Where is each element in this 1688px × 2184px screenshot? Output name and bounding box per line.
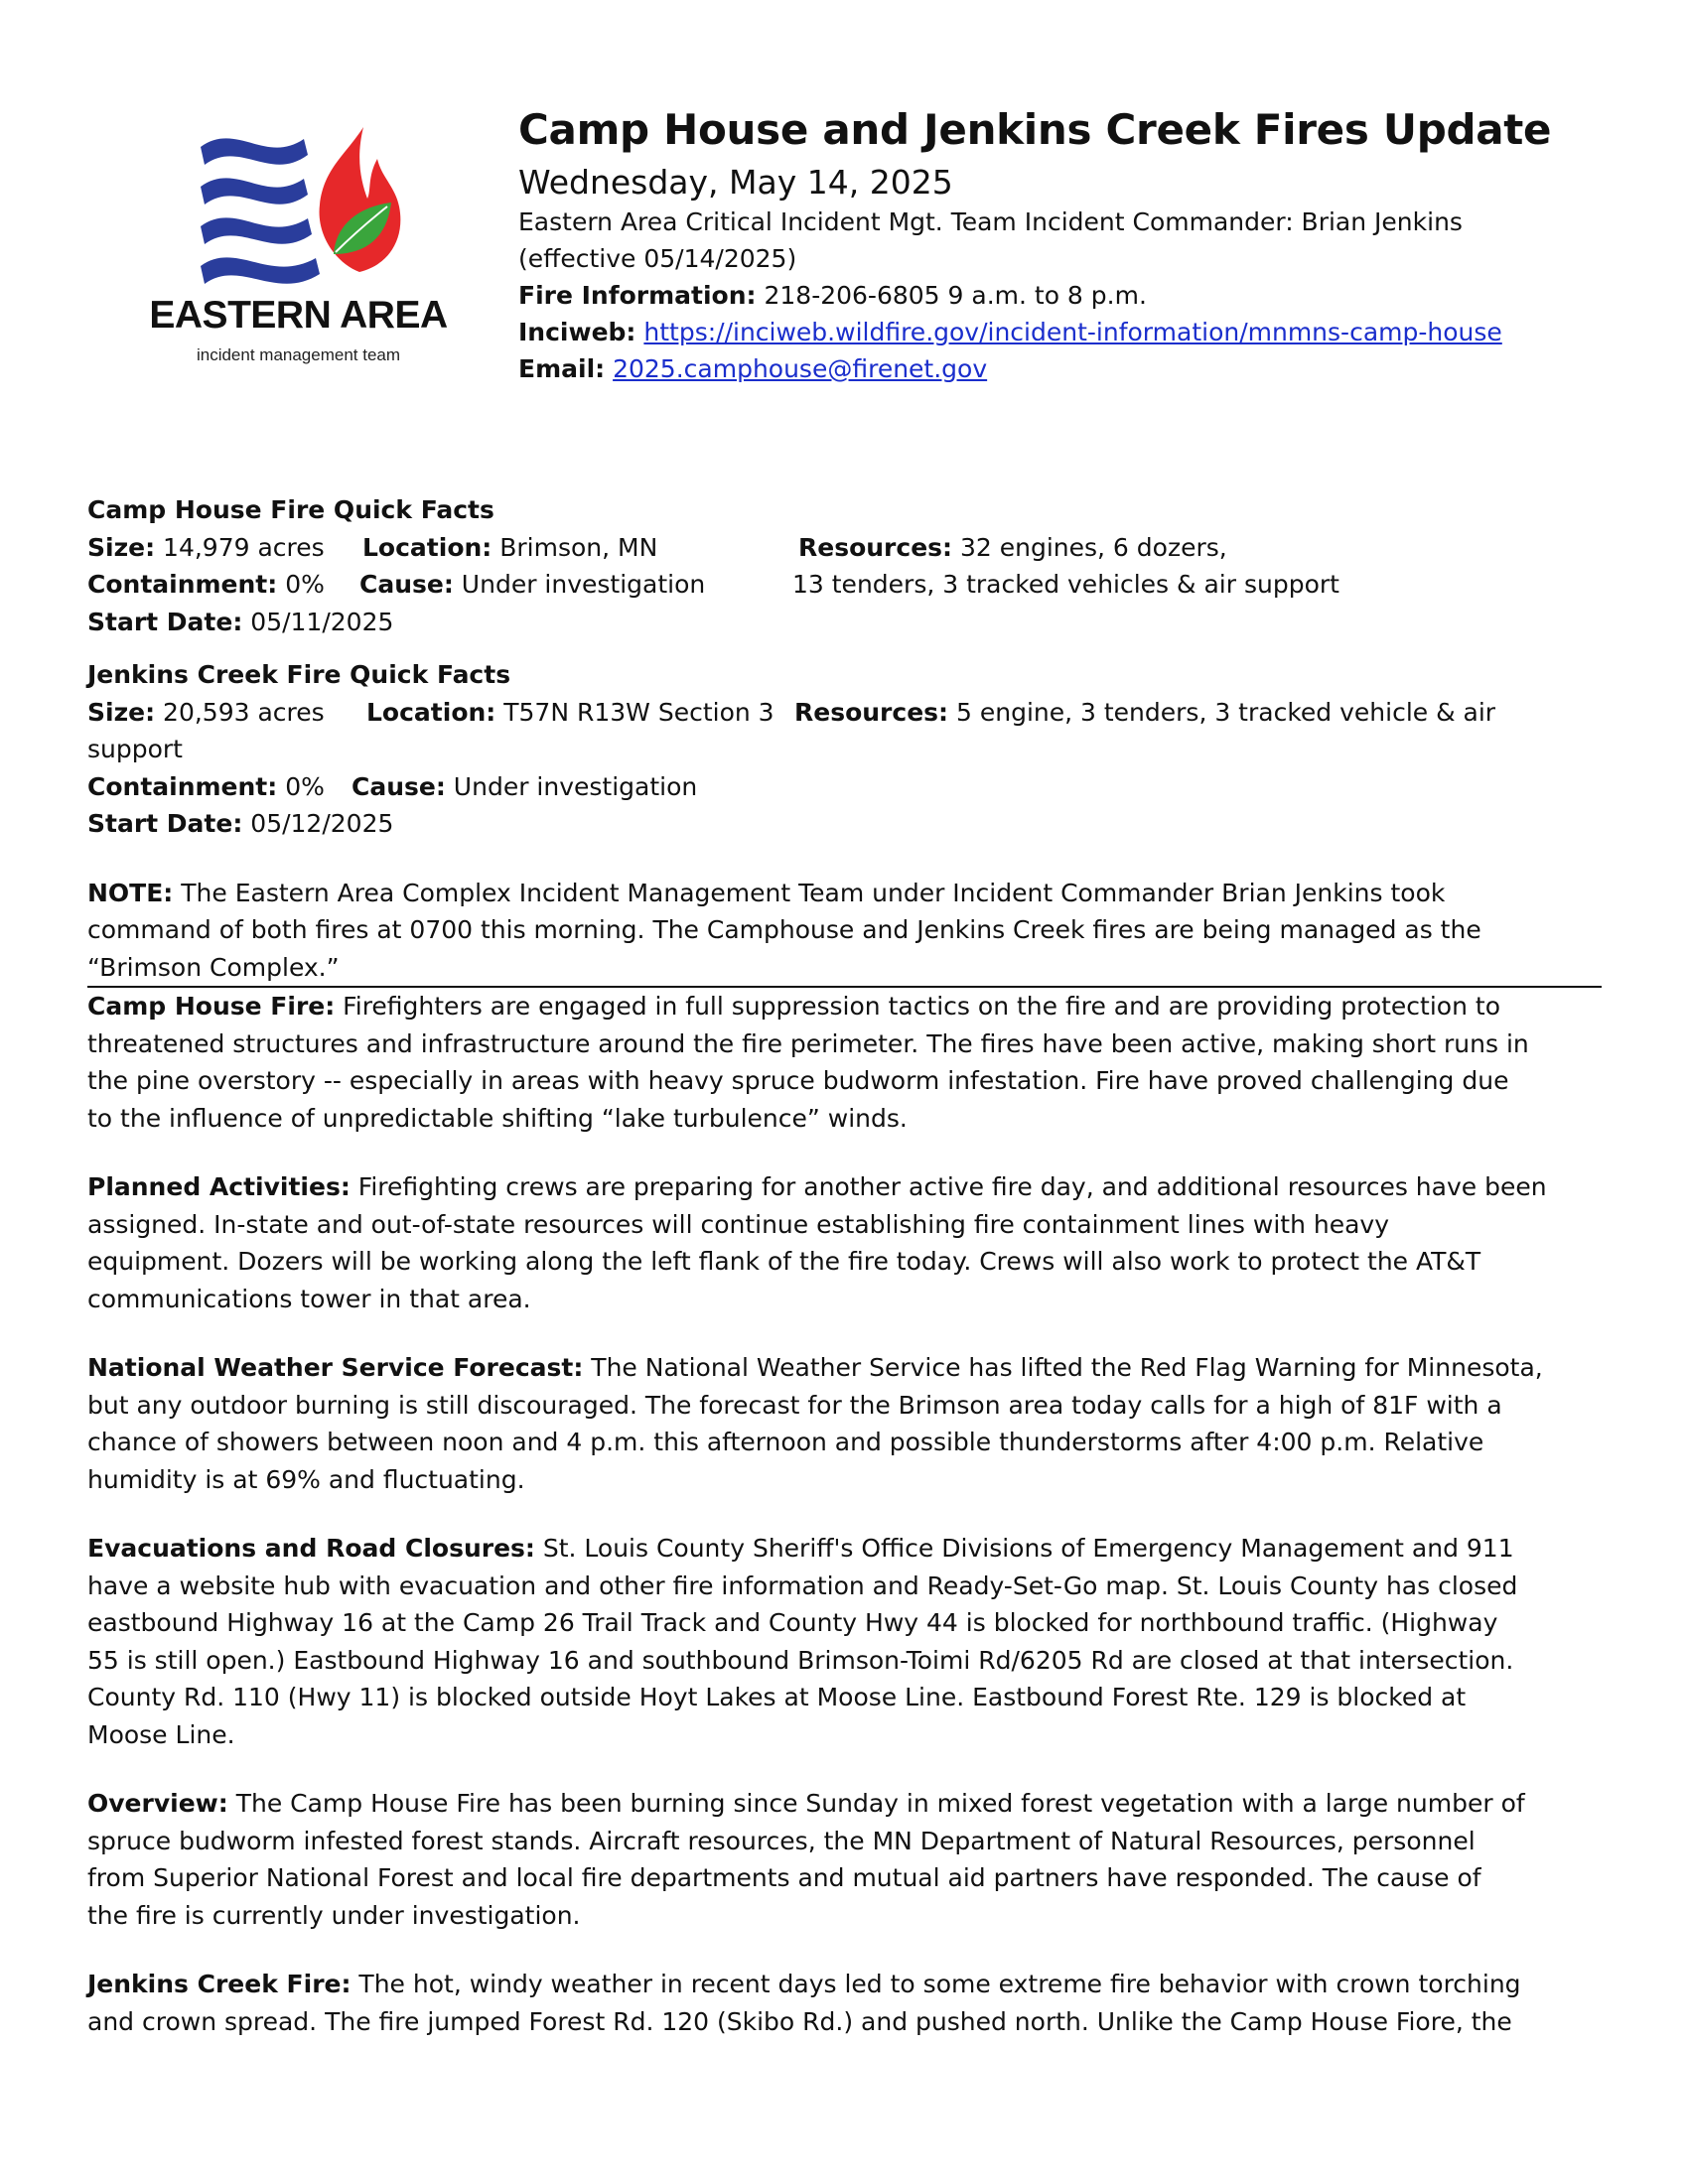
email-label: Email: <box>518 354 606 383</box>
text-line: assigned. In-state and out-of-state resources will continue establishing fire containment lines with heavy <box>87 1209 1390 1239</box>
text-line: communications tower in that area. <box>87 1284 531 1313</box>
page-title: Camp House and Jenkins Creek Fires Update <box>518 105 1552 154</box>
resources-continued: support <box>87 735 183 763</box>
commander-line: Eastern Area Critical Incident Mgt. Team Incident Commander: Brian Jenkins <box>518 207 1463 236</box>
fire-info-line <box>518 277 1630 314</box>
overview-section <box>87 1785 1602 1934</box>
text-line: Moose Line. <box>87 1719 235 1749</box>
facts-row <box>87 529 1602 567</box>
containment-fact: Containment: 0% <box>87 570 325 599</box>
inciweb-link[interactable]: https://inciweb.wildfire.gov/incident-information/mnmns-camp-house <box>643 318 1502 346</box>
text-line: County Rd. 110 (Hwy 11) is blocked outside Hoyt Lakes at Moose Line. Eastbound Forest Rte. 129 is blocked at <box>87 1683 1467 1711</box>
facts-row <box>87 768 1602 806</box>
resources-fact: Resources: 32 engines, 6 dozers, <box>798 532 1227 562</box>
text-line: “Brimson Complex.” <box>87 952 340 982</box>
text-line: the fire is currently under investigation. <box>87 1900 581 1930</box>
eastern-area-logo <box>127 125 470 378</box>
jenkins-creek-fire-section <box>87 1966 1602 2040</box>
facts-row <box>87 694 1602 732</box>
camp-house-quick-facts <box>87 491 1602 640</box>
cause-fact: Cause: Under investigation <box>359 570 706 599</box>
start-date-fact: Start Date: 05/11/2025 <box>87 607 394 636</box>
containment-fact: Containment: 0% <box>87 771 325 801</box>
text-line: Evacuations and Road Closures: St. Louis County Sheriff's Office Divisions of Emergency Management and 911 <box>87 1534 1514 1563</box>
wave-flame-leaf-icon <box>197 125 405 292</box>
text-line: to the influence of unpredictable shifting “lake turbulence” winds. <box>87 1103 908 1133</box>
location-fact: Location: Brimson, MN <box>362 532 658 562</box>
jenkins-facts-heading: Jenkins Creek Fire Quick Facts <box>87 660 511 689</box>
fire-info-value: 218-206-6805 9 a.m. to 8 p.m. <box>756 281 1147 310</box>
facts-row <box>87 731 1602 768</box>
text-line: but any outdoor burning is still discouraged. The forecast for the Brimson area today calls for a high of 81F with a <box>87 1390 1502 1420</box>
weather-forecast-section <box>87 1349 1602 1498</box>
evacuations-section <box>87 1530 1602 1753</box>
text-line: and crown spread. The fire jumped Forest Rd. 120 (Skibo Rd.) and pushed north. Unlike the Camp House Fiore, the <box>87 2006 1512 2036</box>
facts-row <box>87 566 1602 604</box>
text-line: spruce budworm infested forest stands. Aircraft resources, the MN Department of Natural Resources, personnel <box>87 1826 1476 1855</box>
text-line: NOTE: The Eastern Area Complex Incident Management Team under Incident Commander Brian Jenkins took <box>87 878 1446 907</box>
planned-activities-section <box>87 1168 1602 1317</box>
facts-row <box>87 805 1602 843</box>
text-line: Camp House Fire: Firefighters are engaged in full suppression tactics on the fire and are providing protection to <box>87 992 1500 1021</box>
email-line <box>518 350 1630 387</box>
size-fact: Size: 14,979 acres <box>87 532 325 562</box>
text-line: from Superior National Forest and local fire departments and mutual aid partners have responded. The cause of <box>87 1863 1481 1892</box>
location-fact: Location: T57N R13W Section 3 <box>366 697 774 727</box>
email-link[interactable]: 2025.camphouse@firenet.gov <box>613 354 988 383</box>
text-line: command of both fires at 0700 this morning. The Camphouse and Jenkins Creek fires are being managed as the <box>87 915 1481 944</box>
text-line: Overview: The Camp House Fire has been burning since Sunday in mixed forest vegetation with a large number of <box>87 1789 1525 1818</box>
text-line: National Weather Service Forecast: The National Weather Service has lifted the Red Flag Warning for Minnesota, <box>87 1353 1543 1382</box>
camp-house-facts-heading: Camp House Fire Quick Facts <box>87 495 494 524</box>
text-line: 55 is still open.) Eastbound Highway 16 and southbound Brimson-Toimi Rd/6205 Rd are closed at that intersection. <box>87 1645 1514 1675</box>
text-line: eastbound Highway 16 at the Camp 26 Trail Track and County Hwy 44 is blocked for northbound traffic. (Highway <box>87 1608 1498 1637</box>
facts-row <box>87 604 1602 641</box>
inciweb-label: Inciweb: <box>518 318 636 346</box>
text-line: Jenkins Creek Fire: The hot, windy weather in recent days led to some extreme fire behavior with crown torching <box>87 1970 1521 1998</box>
camp-house-fire-section <box>87 988 1602 1137</box>
note-paragraph <box>87 875 1602 987</box>
fire-info-label: Fire Information: <box>518 281 757 310</box>
document-body <box>87 491 1602 2040</box>
text-line: Planned Activities: Firefighting crews are preparing for another active fire day, and additional resources have been <box>87 1172 1547 1201</box>
size-fact: Size: 20,593 acres <box>87 697 325 727</box>
cause-fact: Cause: Under investigation <box>352 771 698 801</box>
resources-continued: 13 tenders, 3 tracked vehicles & air support <box>792 570 1339 599</box>
text-line: humidity is at 69% and fluctuating. <box>87 1464 525 1494</box>
text-line: threatened structures and infrastructure around the fire perimeter. The fires have been active, making short runs in <box>87 1028 1529 1058</box>
text-line: chance of showers between noon and 4 p.m. this afternoon and possible thunderstorms after 4:00 p.m. Relative <box>87 1428 1484 1456</box>
text-line: have a website hub with evacuation and other fire information and Ready-Set-Go map. St. Louis County has closed <box>87 1570 1518 1600</box>
text-line: the pine overstory -- especially in areas with heavy spruce budworm infestation. Fire have proved challenging due <box>87 1066 1509 1095</box>
update-date: Wednesday, May 14, 2025 <box>518 163 953 202</box>
jenkins-creek-quick-facts <box>87 656 1602 843</box>
commander-effective-line: (effective 05/14/2025) <box>518 244 797 273</box>
text-line: equipment. Dozers will be working along the left flank of the fire today. Crews will also work to protect the AT&T <box>87 1247 1481 1276</box>
inciweb-line <box>518 314 1630 350</box>
start-date-fact: Start Date: 05/12/2025 <box>87 809 394 838</box>
document-header <box>518 102 1630 387</box>
logo-subtitle: incident management team <box>196 345 401 364</box>
logo-name: EASTERN AREA <box>149 294 448 337</box>
resources-fact: Resources: 5 engine, 3 tenders, 3 tracked vehicle & air <box>794 697 1496 727</box>
